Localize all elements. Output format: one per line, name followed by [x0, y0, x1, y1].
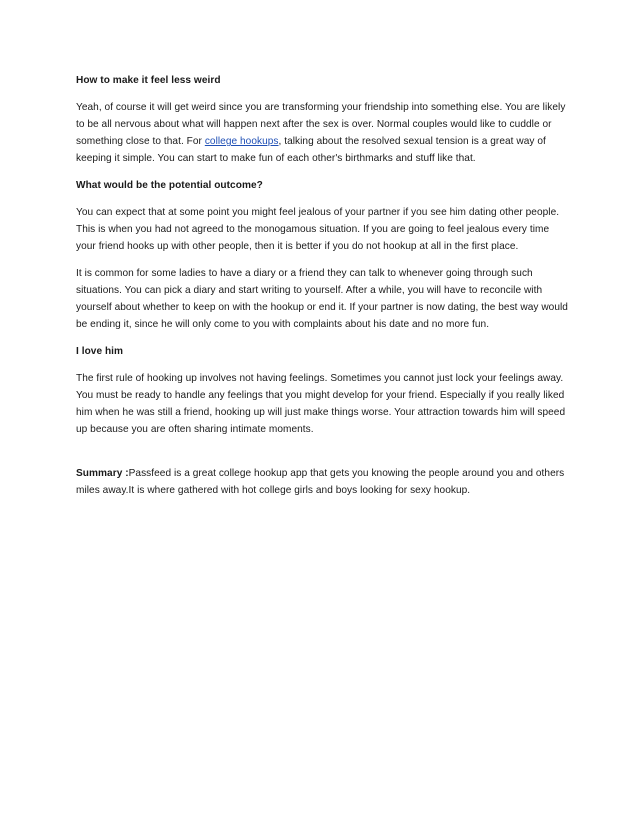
- document-body: [76, 72, 568, 509]
- section-heading-i-love-him: I love him: [76, 346, 124, 357]
- paragraph-feelings: The first rule of hooking up involves not having feelings. Sometimes you cannot just lock your feelings away. You must be ready to handle any feelings that you might develop for your friend. Especially if you really liked him when he was still a friend, hooking up will just make things worse. Your attraction towards him will speed up because you are often sharing intimate moments.: [76, 373, 566, 435]
- section-heading-less-weird: How to make it feel less weird: [76, 75, 221, 86]
- paragraph-diary: It is common for some ladies to have a diary or a friend they can talk to whenever going through such situations. You can pick a diary and start writing to yourself. After a while, you will have to reconcile with yourself about whether to keep on with the hookup or end it. If your partner is now dating, the best way would be ending it, since he will only come to you with complaints about his date and no more fun.: [76, 268, 568, 330]
- spacer: [76, 448, 568, 465]
- summary-text: Passfeed is a great college hookup app that gets you knowing the people around you and others miles away.It is where gathered with hot college girls and boys looking for sexy hookup.: [76, 468, 565, 496]
- summary-label: Summary :: [76, 468, 129, 479]
- college-hookups-link[interactable]: college hookups: [204, 136, 279, 147]
- section-heading-potential-outcome: What would be the potential outcome?: [76, 180, 263, 191]
- paragraph-text: Yeah, of course it will get weird since you are transforming your friendship into something else. You are likely to be all nervous about what will happen next after the sex is over. Normal couples would like to cuddle or something close to that. For: [76, 102, 566, 147]
- summary-paragraph: [76, 465, 568, 499]
- paragraph-less-weird: [76, 99, 568, 167]
- paragraph-text: , talking about the resolved sexual tension is a great way of keeping it simple. You can start to make fun of each other's birthmarks and stuff like that.: [76, 136, 546, 164]
- paragraph-jealousy: You can expect that at some point you might feel jealous of your partner if you see him dating other people. This is when you had not agreed to the monogamous situation. If you are going to feel jealous every time your friend hooks up with other people, then it is better if you do not hookup at all in the first place.: [76, 207, 560, 252]
